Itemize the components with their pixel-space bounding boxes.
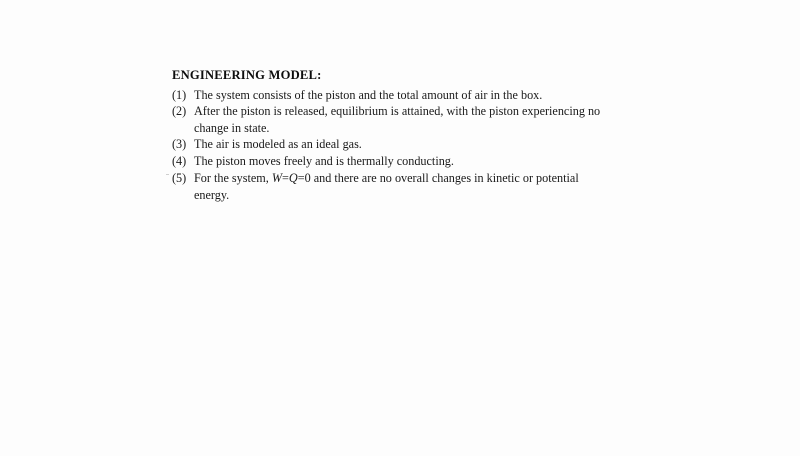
list-item [172,136,692,152]
assumption-list [172,87,692,203]
list-item-marker: (3) [172,137,187,152]
list-item-marker: (2) [172,104,187,119]
list-item-text [194,170,692,186]
list-item-continuation: change in state. [194,121,270,136]
list-item-marker: (1) [172,87,187,102]
list-item [172,153,692,169]
list-item [172,170,692,186]
symbol-work: W [271,170,283,185]
document-content [172,68,692,203]
list-item-text-before: For the system, [194,170,272,185]
list-item-text: The piston moves freely and is thermally conducting. [194,154,454,169]
list-item-text-after: =0 and there are no overall changes in kinetic or potential [297,170,579,185]
list-item-marker: (5) [172,170,187,185]
symbol-heat: Q [288,170,298,185]
list-item-text: The system consists of the piston and the total amount of air in the box. [194,87,543,102]
equals-sign: = [282,170,289,185]
page-artifact-mark [166,174,169,175]
list-item [172,103,692,119]
list-item-continuation: energy. [194,187,230,202]
list-item [172,87,692,103]
list-item-text: After the piston is released, equilibrium is attained, with the piston experiencing no [194,104,601,119]
list-item-marker: (4) [172,154,187,169]
list-item-text: The air is modeled as an ideal gas. [194,137,362,152]
page-title: ENGINEERING MODEL: [172,68,322,82]
